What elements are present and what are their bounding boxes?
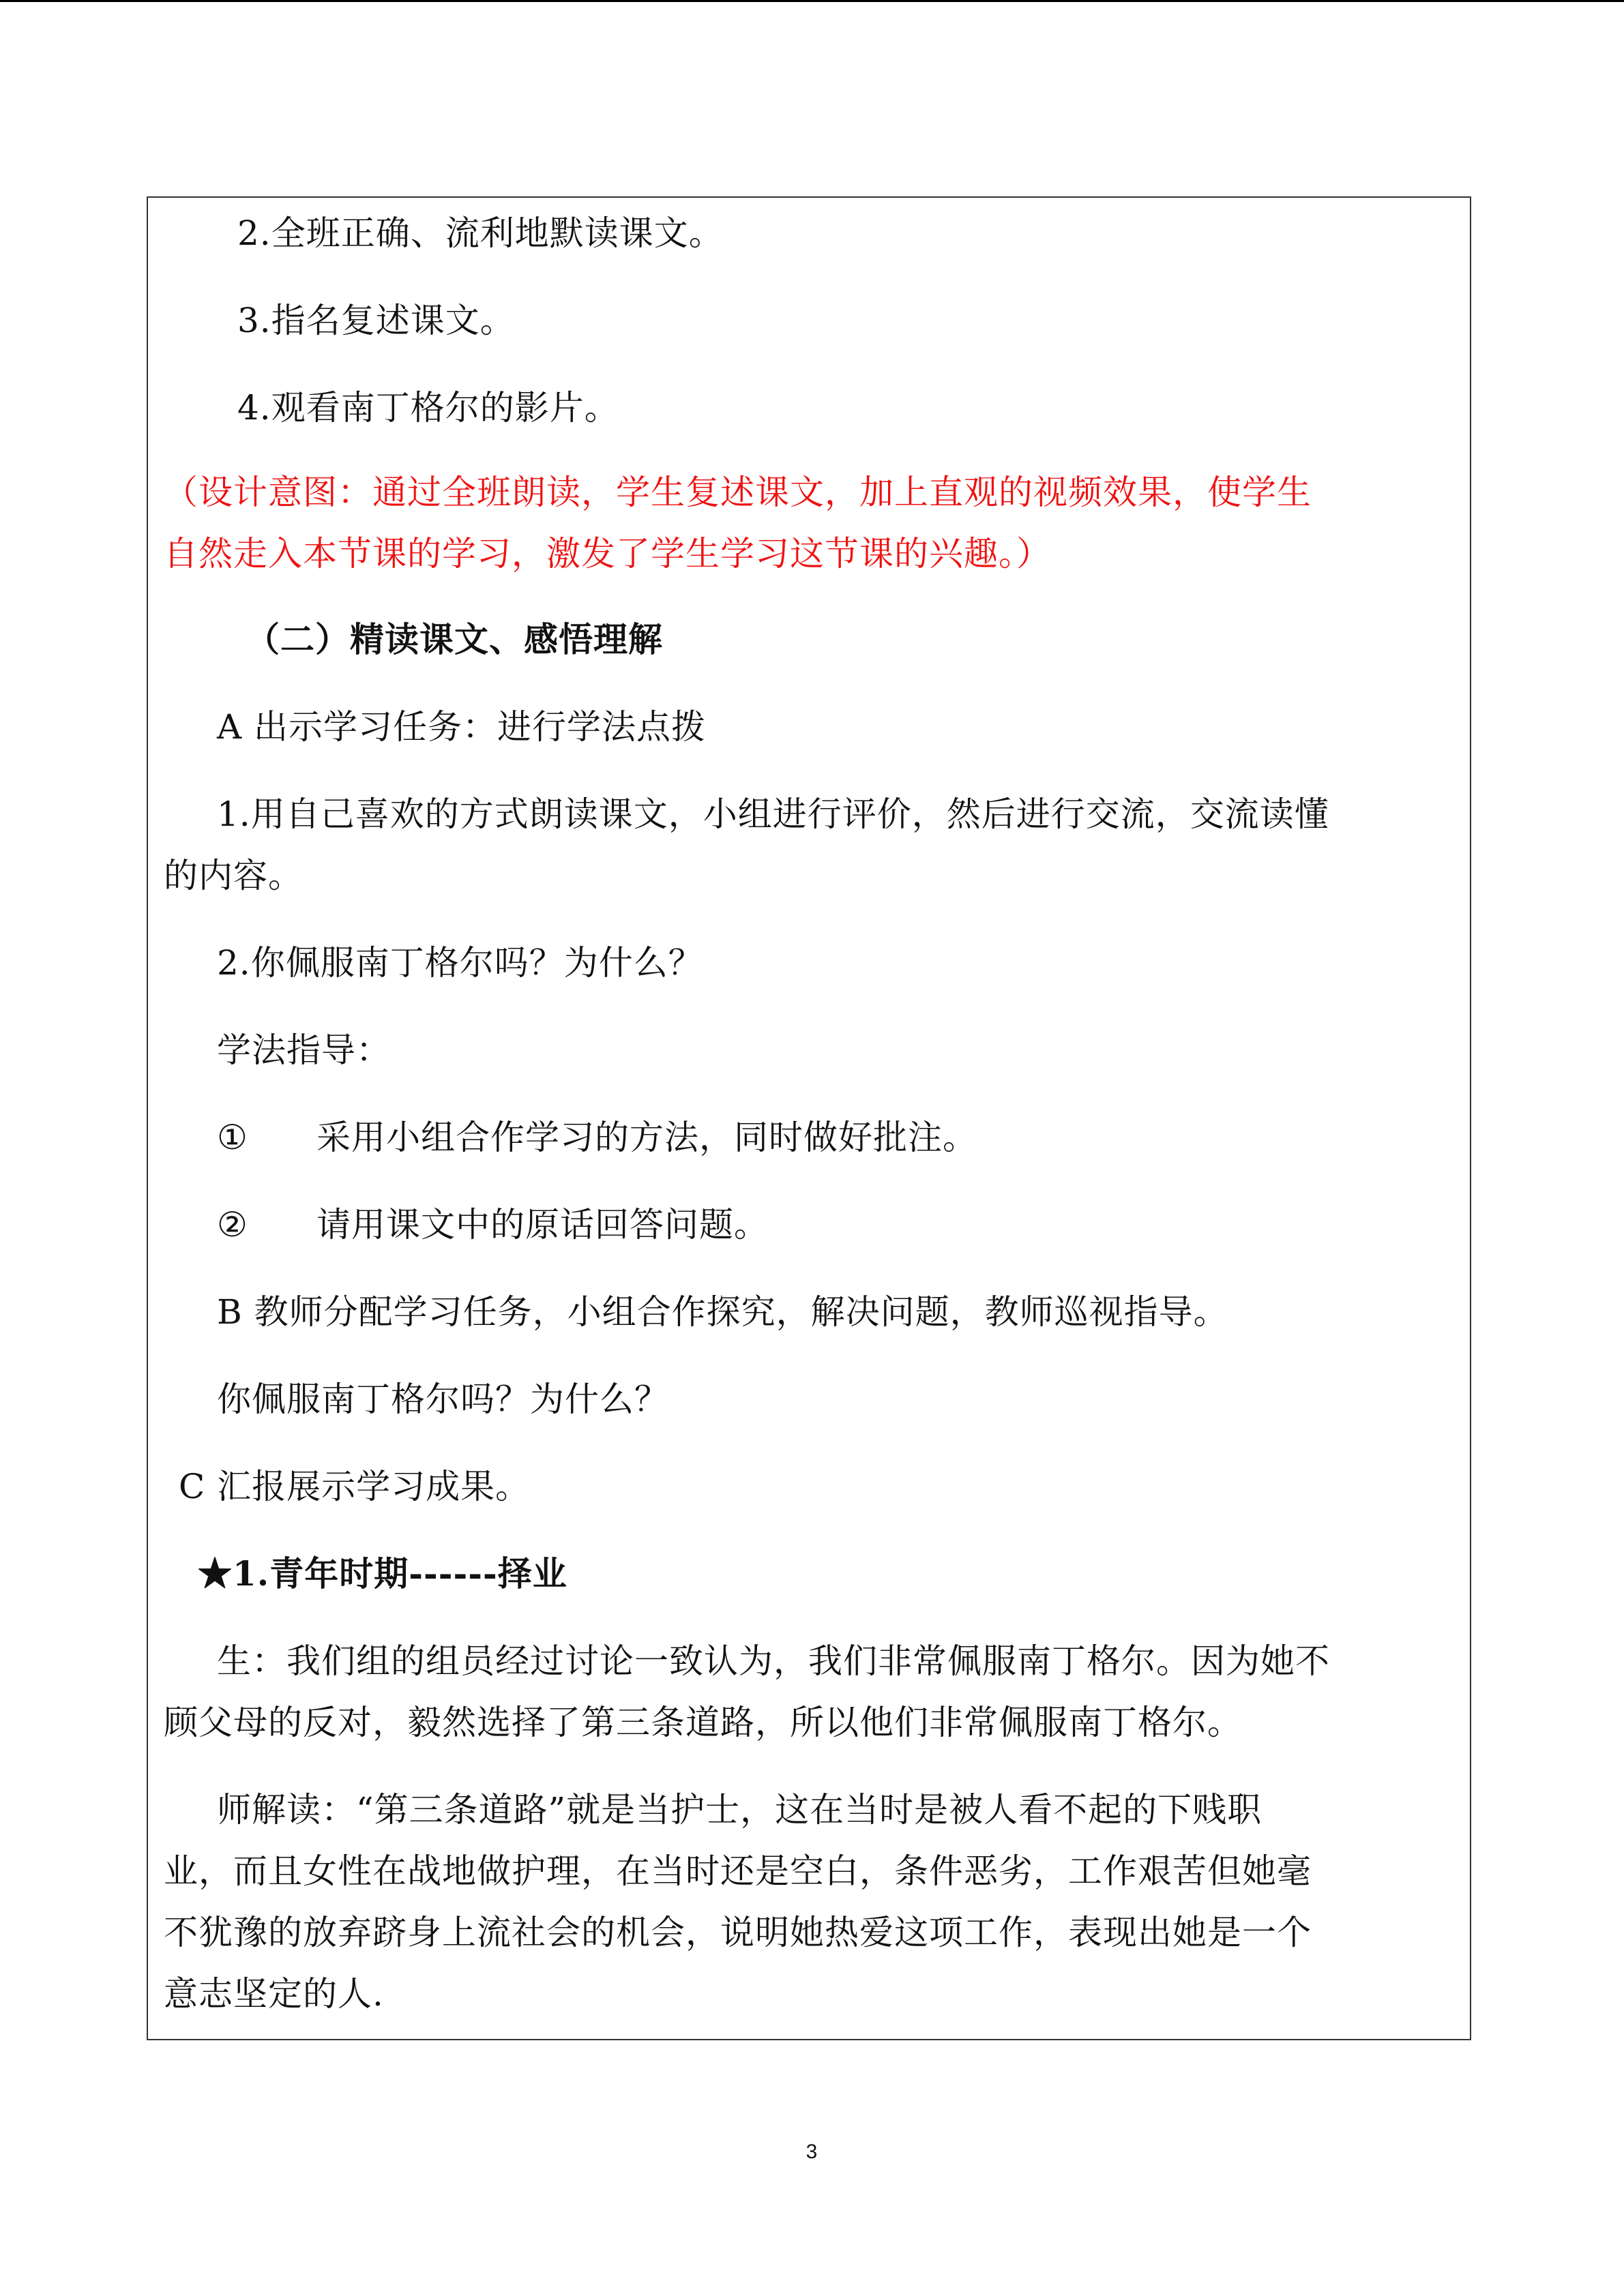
page-number: 3 bbox=[806, 2141, 818, 2163]
item-3-text: 3.指名复述课文。 bbox=[237, 301, 515, 340]
method-item-1-number: ① bbox=[217, 1118, 248, 1157]
task-b-text: B 教师分配学习任务，小组合作探究，解决问题，教师巡视指导。 bbox=[217, 1292, 1228, 1332]
method-item-2-number: ② bbox=[217, 1205, 248, 1244]
teacher-reading-line-3: 不犹豫的放弃跻身上流社会的机会，说明她热爱这项工作，表现出她是一个 bbox=[164, 1913, 1312, 1952]
teacher-reading-line-1: 师解读：“第三条道路”就是当护士，这在当时是被人看不起的下贱职 bbox=[217, 1790, 1263, 1830]
item-4-text: 4.观看南丁格尔的影片。 bbox=[237, 388, 619, 428]
top-rule bbox=[0, 0, 1624, 2]
teacher-reading-line-4: 意志坚定的人. bbox=[164, 1974, 384, 2014]
star-heading: ★1.青年时期------择业 bbox=[198, 1553, 567, 1594]
task-a-text: A 出示学习任务：进行学法点拨 bbox=[217, 707, 707, 747]
question-text: 你佩服南丁格尔吗？为什么？ bbox=[217, 1380, 669, 1419]
student-answer-line-2: 顾父母的反对，毅然选择了第三条道路，所以他们非常佩服南丁格尔。 bbox=[164, 1703, 1242, 1742]
method-item-1-text: 采用小组合作学习的方法，同时做好批注。 bbox=[316, 1118, 977, 1157]
item-2-text: 2.全班正确、流利地默读课文。 bbox=[237, 213, 724, 253]
student-answer-line-1: 生：我们组的组员经过讨论一致认为，我们非常佩服南丁格尔。因为她不 bbox=[217, 1641, 1330, 1681]
task-a-2-text: 2.你佩服南丁格尔吗？为什么？ bbox=[217, 943, 703, 983]
task-a-1-line-1: 1.用自己喜欢的方式朗读课文，小组进行评价，然后进行交流，交流读懂 bbox=[217, 794, 1329, 834]
design-intent-line-1: （设计意图：通过全班朗读，学生复述课文，加上直观的视频效果，使学生 bbox=[164, 473, 1312, 512]
teacher-reading-line-2: 业，而且女性在战地做护理，在当时还是空白，条件恶劣，工作艰苦但她毫 bbox=[164, 1851, 1312, 1891]
method-item-1 bbox=[217, 1116, 977, 1159]
method-guide-label: 学法指导： bbox=[217, 1030, 391, 1070]
method-item-2 bbox=[217, 1203, 769, 1247]
task-a-1-line-2: 的内容。 bbox=[164, 856, 303, 895]
task-c-text: C 汇报展示学习成果。 bbox=[179, 1467, 531, 1506]
method-item-2-text: 请用课文中的原话回答问题。 bbox=[316, 1205, 769, 1244]
section-heading: （二）精读课文、感悟理解 bbox=[246, 619, 663, 659]
design-intent-line-2: 自然走入本节课的学习，激发了学生学习这节课的兴趣。） bbox=[164, 534, 1051, 573]
